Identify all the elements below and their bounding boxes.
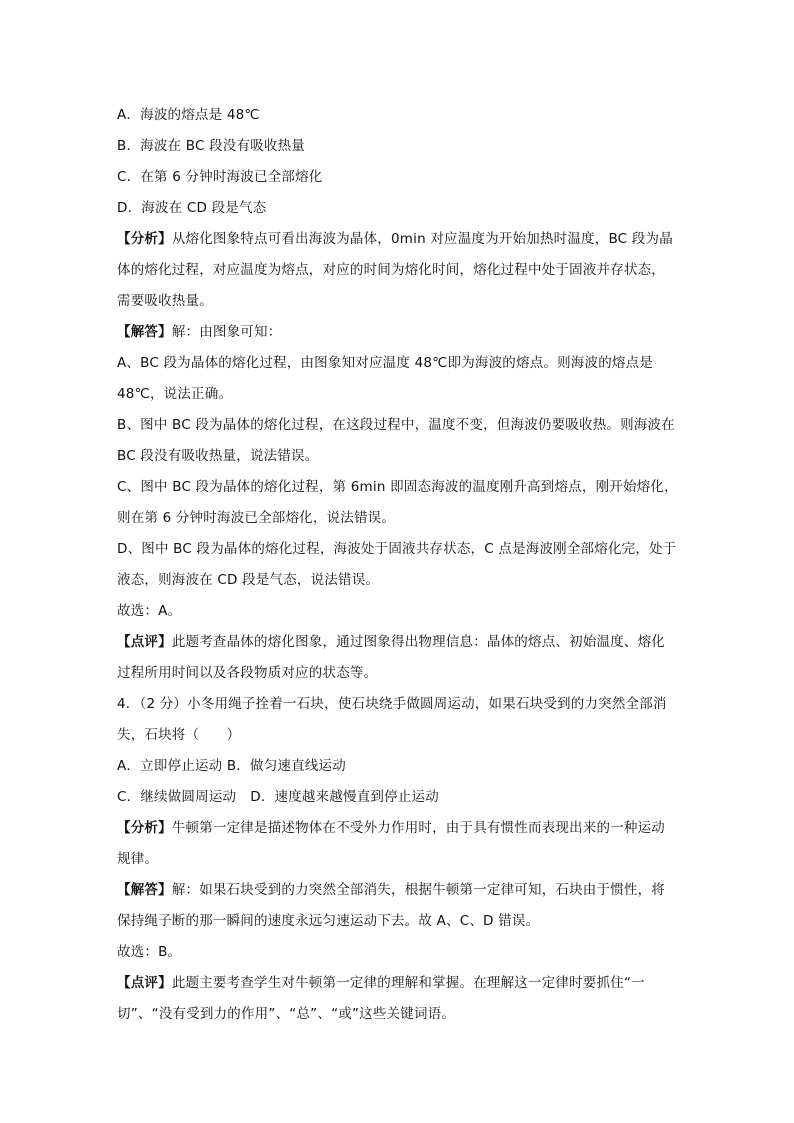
q3-answer-intro — [117, 317, 677, 348]
q4-analysis-text: 牛顿第一定律是描述物体在不受外力作用时，由于具有惯性而表现出来的一种运动 — [171, 820, 666, 836]
q4-answer-text: 解：如果石块受到的力突然全部消失，根据牛顿第一定律可知，石块由于惯性，将 — [171, 882, 666, 898]
q3-answer-choice: 故选：A。 — [117, 603, 182, 619]
q4-stem-line-1: 4．（2 分）小冬用绳子拴着一石块，使石块绕手做圆周运动，如果石块受到的力突然全部消 — [117, 696, 667, 712]
q4-answer-line — [117, 875, 677, 906]
q3-analysis-text: 从熔化图象特点可看出海波为晶体，0min 对应温度为开始加热时温度，BC 段为晶 — [171, 231, 673, 247]
q4-comment-line-2: 切”、“没有受到力的作用”、“总”、“或”这些关键词语。 — [117, 1006, 456, 1022]
q3-analysis-line — [117, 224, 677, 255]
q3-analysis-line-3: 需要吸收热量。 — [117, 293, 213, 309]
q4-answer-choice: 故选：B。 — [117, 944, 182, 960]
q3-answer-b-line-2: BC 段没有吸收热量，说法错误。 — [117, 448, 319, 464]
q3-option-d: D．海波在 CD 段是气态 — [117, 200, 267, 216]
q3-option-c: C．在第 6 分钟时海波已全部熔化 — [117, 169, 323, 185]
q3-answer-c-line-1: C、图中 BC 段为晶体的熔化过程，第 6min 即固态海波的温度刚升高到熔点，刚开始熔化， — [117, 479, 678, 495]
q4-stem-line-2: 失，石块将（ ） — [117, 727, 241, 743]
q4-comment-text: 此题主要考查学生对牛顿第一定律的理解和掌握。在理解这一定律时要抓住“一 — [171, 975, 645, 991]
q3-option-b: B．海波在 BC 段没有吸收热量 — [117, 138, 305, 154]
answer-tag: 【解答】 — [117, 882, 172, 898]
q3-option-a: A．海波的熔点是 48℃ — [117, 107, 260, 123]
q3-comment-line-2: 过程所用时间以及各段物质对应的状态等。 — [117, 665, 378, 681]
q3-comment-text: 此题考查晶体的熔化图象，通过图象得出物理信息：晶体的熔点、初始温度、熔化 — [171, 634, 666, 650]
q3-answer-c-line-2: 则在第 6 分钟时海波已全部熔化，说法错误。 — [117, 510, 396, 526]
comment-tag: 【点评】 — [117, 634, 172, 650]
answer-tag: 【解答】 — [117, 324, 172, 340]
q4-answer-line-2: 保持绳子断的那一瞬间的速度永远匀速运动下去。故 A、C、D 错误。 — [117, 913, 540, 929]
q4-comment-line — [117, 968, 677, 999]
q4-option-d: D．速度越来越慢直到停止运动 — [250, 789, 439, 805]
q4-option-c: C．继续做圆周运动 — [117, 789, 237, 805]
analysis-tag: 【分析】 — [117, 231, 172, 247]
comment-tag: 【点评】 — [117, 975, 172, 991]
analysis-tag: 【分析】 — [117, 820, 172, 836]
q4-options-row-1 — [117, 751, 677, 782]
q3-answer-intro-text: 解：由图象可知： — [171, 324, 282, 340]
q3-answer-d-line-1: D、图中 BC 段为晶体的熔化过程，海波处于固液共存状态，C 点是海波刚全部熔化完，处于 — [117, 541, 677, 557]
q3-answer-d-line-2: 液态，则海波在 CD 段是气态，说法错误。 — [117, 572, 380, 588]
q3-comment-line — [117, 627, 677, 658]
q3-answer-a-line-1: A、BC 段为晶体的熔化过程，由图象知对应温度 48℃即为海波的熔点。则海波的熔点是 — [117, 355, 654, 371]
q3-answer-a-line-2: 48℃，说法正确。 — [117, 386, 233, 402]
q4-option-b: B．做匀速直线运动 — [226, 758, 346, 774]
q3-answer-b-line-1: B、图中 BC 段为晶体的熔化过程，在这段过程中，温度不变，但海波仍要吸收热。则海波在 — [117, 417, 675, 433]
q4-options-row-2 — [117, 782, 677, 813]
q3-analysis-line-2: 体的熔化过程，对应温度为熔点，对应的时间为熔化时间，熔化过程中处于固液并存状态， — [117, 262, 665, 278]
q4-option-a: A．立即停止运动 — [117, 758, 223, 774]
q4-analysis-line — [117, 813, 677, 844]
document-page — [117, 100, 677, 1030]
q4-analysis-line-2: 规律。 — [117, 851, 159, 867]
